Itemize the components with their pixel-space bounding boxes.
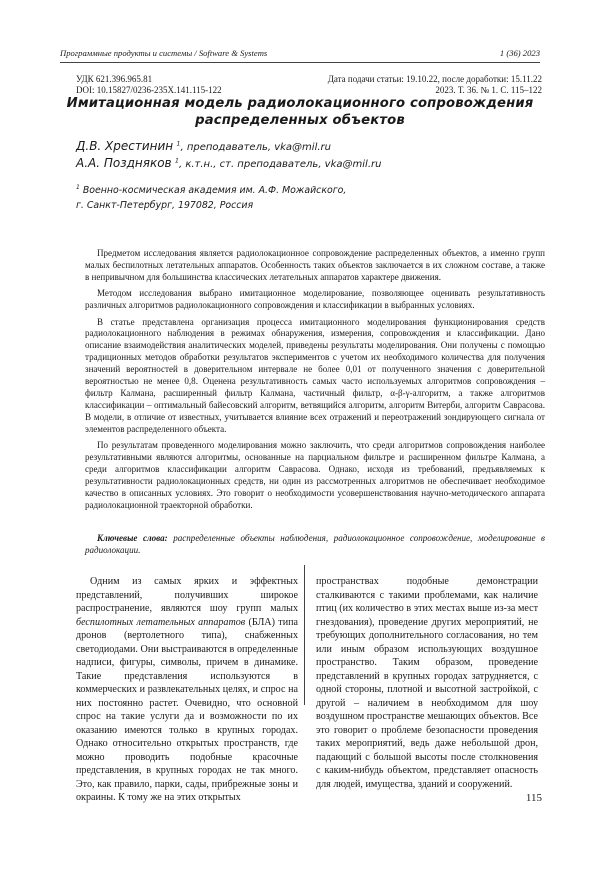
issue-number: 1 (36) 2023 [499, 48, 540, 58]
author-name: А.А. Поздняков [76, 156, 172, 170]
article-title [60, 95, 540, 129]
abstract-paragraph: В статье представлена организация процесса имитационного моделирования функционирования средств радиолокационного наблюдения в режимах обнаружения, измерения, сопровождения и классификации. Дано описание взаимодействия аналитических моделей, приведены результаты моделирования. Они получены с помощью традиционных методов обработки результатов экспериментов с учетом их необходимого количества для получения значений вероятностей в доверительном интервале не более 0,01 от полученного значения с доверительной вероятностью не менее 0,8. Оценена результативность самых часто используемых алгоритмов сопровождения – фильтр Калмана, расширенный фильтр Калмана, частичный фильтр, α-β-γ-алгоритм, а также алгоритмов классификации – оптимальный байесовский алгоритм, ветвящийся алгоритм, алгоритм Витерби, алгоритм Саврасова. В модели, в отличие от известных, учитывается влияние всех отражений и переотражений зондирующего сигнала от элементов распределенного объекта. [85, 316, 545, 434]
affiliation [76, 180, 346, 213]
body-text: (БЛА) типа дронов (вертолетного типа), снабженных светодиодами. Они выстраиваются в определенные надписи, фигуры, символы, причем в динамике. Такие представления используются в коммерческих и развлекательных целях, и спрос на них постоянно растет. Очевидно, что основной спрос на такие услуги да и возможности по их оказанию имеются только в крупных городах. Однако относительно открытых пространств, где можно проводить подобные красочные представления, в крупных городах не так много. Это, как правило, парки, сады, прибрежные зоны и окраины. К тому же на этих открытых [76, 616, 298, 803]
keywords-text: распределенные объекты наблюдения, радиолокационное сопровождение, моделирование в радиолокации. [85, 533, 545, 555]
submission-dates: Дата подачи статьи: 19.10.22, после доработки: 15.11.22 [327, 74, 542, 84]
author-1 [76, 139, 331, 153]
author-2 [76, 156, 381, 170]
title-line-2: распределенных объектов [195, 113, 405, 128]
keywords-label: Ключевые слова: [97, 533, 168, 543]
abstract-paragraph: Методом исследования выбрано имитационное моделирование, позволяющее оценивать результативность различных алгоритмов радиолокационного сопровождения и классификации в выбранных условиях. [85, 288, 545, 311]
affil-line-2: г. Санкт-Петербург, 197082, Россия [76, 200, 254, 212]
journal-name: Программные продукты и системы / Software & Systems [60, 48, 268, 58]
udc-code: УДК 621.396.965.81 [76, 74, 153, 84]
page-number: 115 [525, 792, 542, 804]
affil-line-1: Военно-космическая академия им. А.Ф. Можайского, [82, 185, 347, 197]
author-details: , к.т.н., ст. преподаватель, vka@mil.ru [178, 159, 382, 170]
title-line-1: Имитационная модель радиолокационного сопровождения [66, 96, 534, 111]
abstract-paragraph: По результатам проведенного моделирования можно заключить, что среди алгоритмов сопровождения наиболее результативными являются алгоритмы, основанные на парциальном фильтре и расширенном фильтре Калмана, а среди алгоритмов классификации алгоритм Саврасова. Однако, исходя из требований, предъявляемых к результативности радиолокационных средств, ни один из рассмотренных алгоритмов не обеспечивает необходимое качество в описанных условиях. Это говорит о необходимости усовершенствования научно-методического аппарата радиолокационной траекторной обработки. [85, 440, 545, 510]
keywords [85, 533, 545, 557]
column-divider [304, 565, 305, 705]
doi: DOI: 10.15827/0236-235X.141.115-122 [76, 85, 222, 95]
body-paragraph [76, 575, 298, 805]
author-details: , преподаватель, vka@mil.ru [180, 142, 331, 153]
header-divider [60, 62, 540, 63]
author-affil-mark: 1 [174, 156, 179, 165]
body-paragraph: пространствах подобные демонстрации сталкиваются с такими проблемами, как наличие птиц (их количество в этих местах выше из-за мест гнездования), проведение других мероприятий, не требующих дополнительного согласования, но тем или иным образом использующих воздушное пространство. Таким образом, проведение представлений в крупных городах затрудняется, с одной стороны, плотной и высотной застройкой, с другой – наличием в необходимом для шоу воздушном пространстве мешающих объектов. Все это говорит о проблеме безопасности проведения таких мероприятий, ведь даже небольшой дрон, падающий с большой высоты после столкновения с каким-нибудь объектом, представляет опасность для людей, имущества, зданий и сооружений. [316, 576, 538, 790]
body-column-right [316, 575, 538, 791]
affil-mark: 1 [76, 184, 80, 191]
author-name: Д.В. Хрестинин [76, 139, 174, 153]
body-emphasis: беспилотных летательных аппаратов [76, 616, 246, 628]
body-column-left [76, 575, 298, 805]
abstract [85, 248, 545, 516]
body-text: Одним из самых ярких и эффектных представлений, получивших широкое распространение, являются шоу групп малых [76, 576, 298, 614]
volume-info: 2023. Т. 36. № 1. С. 115–122 [435, 85, 542, 95]
abstract-paragraph: Предметом исследования является радиолокационное сопровождение распределенных объектов, а именно групп малых беспилотных летательных аппаратов. Особенность таких объектов заключается в их сложном составе, а также в непривычном для большинства классических летательных аппаратов характере движения. [85, 248, 545, 282]
author-affil-mark: 1 [176, 139, 181, 148]
